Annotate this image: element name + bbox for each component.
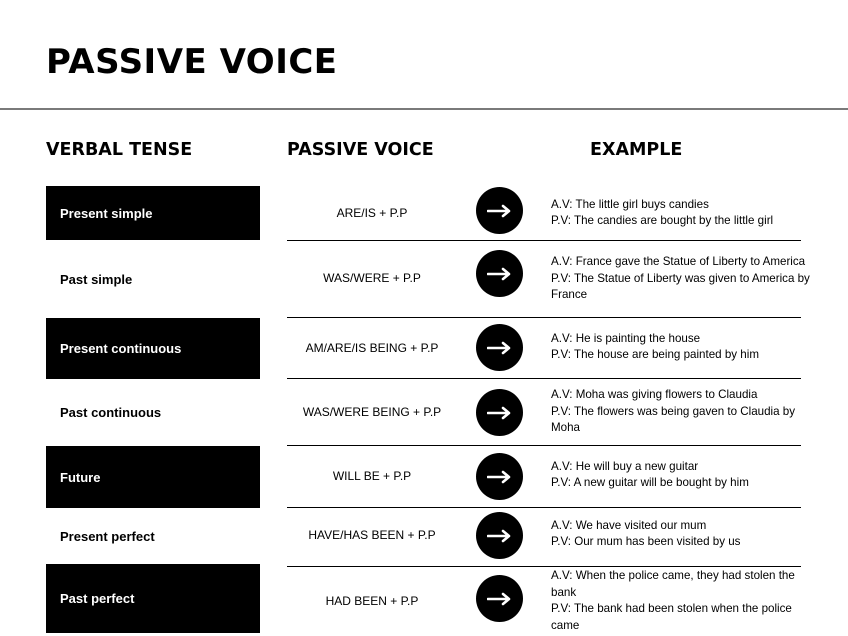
arrow-right-icon xyxy=(476,250,523,297)
tense-past-perfect: Past perfect xyxy=(46,564,260,633)
formula-future: WILL BE + P.P xyxy=(332,469,412,483)
tense-present-perfect: Present perfect xyxy=(46,508,260,564)
example-active: A.V: France gave the Statue of Liberty to America xyxy=(551,255,806,269)
example-past-simple xyxy=(551,243,811,315)
title-divider xyxy=(0,108,848,110)
arrow-right-icon xyxy=(476,324,523,371)
tense-present-simple: Present simple xyxy=(46,186,260,240)
arrow-right-icon xyxy=(476,512,523,559)
example-future xyxy=(551,446,811,504)
row-divider xyxy=(287,378,801,379)
tense-future: Future xyxy=(46,446,260,508)
formula-past-simple: WAS/WERE + P.P xyxy=(323,271,421,285)
example-active: A.V: When the police came, they had stolen the bank xyxy=(551,569,795,599)
page-title: PASSIVE VOICE xyxy=(46,42,338,82)
example-active: A.V: The little girl buys candies xyxy=(551,197,709,211)
formula-past-continuous: WAS/WERE BEING + P.P xyxy=(302,405,442,419)
arrow-right-icon xyxy=(476,187,523,234)
passive-voice-header: PASSIVE VOICE xyxy=(287,140,434,160)
formula-present-perfect: HAVE/HAS BEEN + P.P xyxy=(308,528,436,542)
arrow-right-icon xyxy=(476,389,523,436)
tense-present-continuous: Present continuous xyxy=(46,318,260,379)
example-passive: P.V: A new guitar will be bought by him xyxy=(551,476,749,489)
row-divider xyxy=(287,240,801,241)
example-passive: P.V: The candies are bought by the little girl xyxy=(551,214,774,227)
example-passive: P.V: Our mum has been visited by us xyxy=(551,535,741,548)
example-present-perfect xyxy=(551,508,811,560)
arrow-right-icon xyxy=(476,575,523,622)
formula-present-simple: ARE/IS + P.P xyxy=(336,206,408,220)
example-active: A.V: He is painting the house xyxy=(551,331,701,345)
example-past-perfect xyxy=(551,567,811,635)
example-header: EXAMPLE xyxy=(590,140,683,160)
tense-past-continuous: Past continuous xyxy=(46,381,260,443)
example-passive: P.V: The house are being painted by him xyxy=(551,348,759,361)
example-present-simple xyxy=(551,186,811,240)
arrow-right-icon xyxy=(476,453,523,500)
example-passive: P.V: The flowers was being gaven to Claudia by Moha xyxy=(551,404,796,435)
formula-past-perfect: HAD BEEN + P.P xyxy=(325,594,419,608)
example-active: A.V: We have visited our mum xyxy=(551,518,707,532)
example-active: A.V: He will buy a new guitar xyxy=(551,459,699,473)
verbal-tense-header: VERBAL TENSE xyxy=(46,140,193,160)
tense-past-simple: Past simple xyxy=(46,243,260,315)
example-passive: P.V: The bank had been stolen when the police came xyxy=(551,602,792,632)
example-passive: P.V: The Statue of Liberty was given to America by France xyxy=(551,271,810,302)
example-past-continuous xyxy=(551,381,811,443)
formula-present-continuous: AM/ARE/IS BEING + P.P xyxy=(305,341,439,355)
example-present-continuous xyxy=(551,318,811,376)
example-active: A.V: Moha was giving flowers to Claudia xyxy=(551,388,758,402)
